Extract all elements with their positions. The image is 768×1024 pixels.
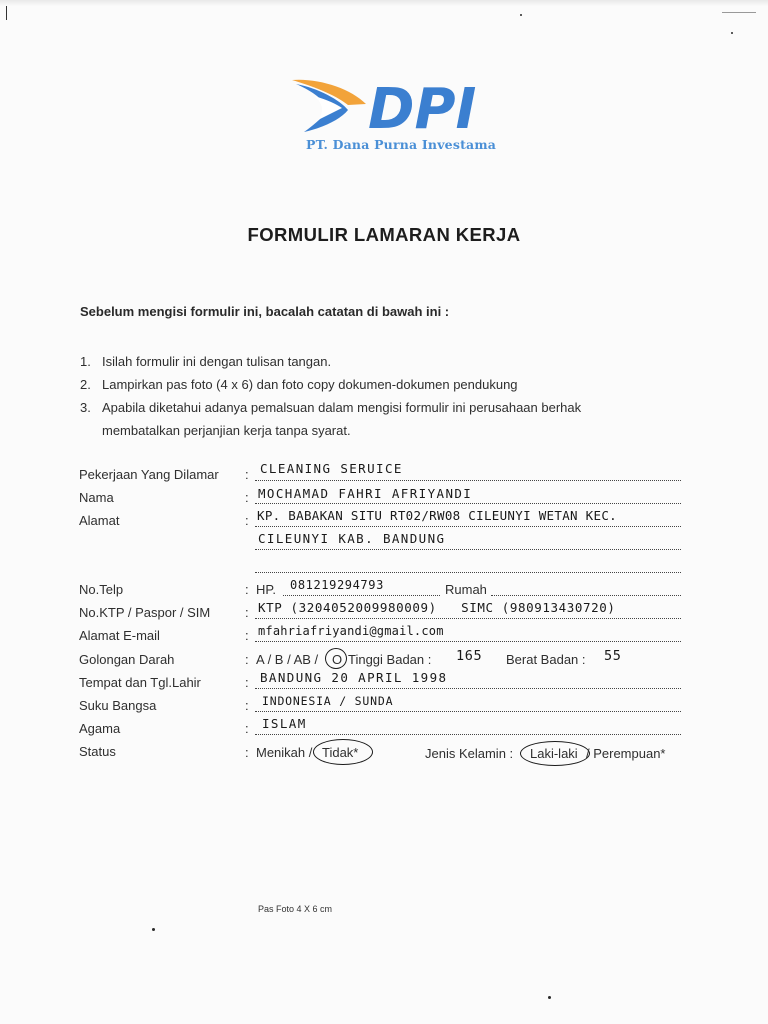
- label-ttl: Tempat dan Tgl.Lahir: [79, 675, 201, 690]
- colon: :: [245, 745, 249, 760]
- note-item: [80, 350, 680, 373]
- label-alamat: Alamat: [79, 513, 120, 528]
- scan-mark: [6, 6, 7, 20]
- fill-line: [255, 734, 681, 735]
- hp-label: HP.: [256, 582, 276, 597]
- value-ttl[interactable]: BANDUNG 20 APRIL 1998: [260, 670, 448, 685]
- fill-line: [255, 641, 681, 642]
- golongan-selected: O: [332, 652, 343, 667]
- berat-label: Berat Badan :: [506, 652, 586, 667]
- label-nama: Nama: [79, 490, 114, 505]
- speck: [520, 14, 522, 16]
- company-name: PT. Dana Purna Investama: [306, 137, 497, 152]
- jk-perempuan: / Perempuan*: [586, 746, 666, 761]
- fill-line: [255, 549, 681, 550]
- dpi-logo-icon: [288, 74, 518, 138]
- value-berat[interactable]: 55: [604, 648, 622, 664]
- note-item: [80, 396, 662, 442]
- value-ktp[interactable]: KTP (3204052009980009) SIMC (980913430720): [258, 600, 616, 615]
- value-email[interactable]: mfahriafriyandi@gmail.com: [258, 624, 444, 638]
- note-text: Isilah formulir ini dengan tulisan tangan.: [102, 354, 332, 369]
- speck: [548, 996, 551, 999]
- selection-circle: [325, 648, 347, 669]
- status-tidak: Tidak*: [322, 745, 359, 760]
- value-hp[interactable]: 081219294793: [290, 578, 384, 592]
- fill-line: [255, 618, 681, 619]
- value-tinggi[interactable]: 165: [456, 648, 483, 664]
- fill-line: [255, 526, 681, 527]
- label-suku: Suku Bangsa: [79, 698, 157, 713]
- value-alamat-line2[interactable]: CILEUNYI KAB. BANDUNG: [258, 531, 446, 546]
- value-pekerjaan[interactable]: CLEANING SERUICE: [260, 461, 403, 476]
- fill-line: [255, 503, 681, 504]
- note-number: 1.: [80, 354, 91, 369]
- fill-line: [283, 595, 440, 596]
- note-number: 2.: [80, 377, 91, 392]
- jk-laki: Laki-laki: [530, 746, 578, 761]
- jenis-kelamin-label: Jenis Kelamin :: [425, 746, 514, 761]
- selection-circle: [520, 741, 590, 766]
- selection-circle: [313, 739, 373, 765]
- colon: :: [245, 490, 249, 505]
- label-email: Alamat E-mail: [79, 628, 160, 643]
- colon: :: [245, 513, 249, 528]
- fill-line: [255, 480, 681, 481]
- label-ktp: No.KTP / Paspor / SIM: [79, 605, 211, 620]
- label-pekerjaan: Pekerjaan Yang Dilamar: [79, 467, 219, 482]
- speck: [152, 928, 155, 931]
- label-telp: No.Telp: [79, 582, 124, 597]
- notes-list: [80, 350, 680, 442]
- colon: :: [245, 721, 249, 736]
- value-alamat-line1[interactable]: KP. BABAKAN SITU RT02/RW08 CILEUNYI WETAN KEC.: [257, 508, 617, 523]
- rumah-label: Rumah: [445, 582, 487, 597]
- form-title: FORMULIR LAMARAN KERJA: [247, 224, 521, 245]
- fill-line: [491, 595, 681, 596]
- note-number: 3.: [80, 400, 91, 415]
- tinggi-label: Tinggi Badan :: [348, 652, 432, 667]
- intro-text: Sebelum mengisi formulir ini, bacalah catatan di bawah ini :: [80, 304, 450, 319]
- colon: :: [245, 605, 249, 620]
- colon: :: [245, 582, 249, 597]
- company-logo: [288, 74, 518, 158]
- label-agama: Agama: [79, 721, 121, 736]
- status-menikah: Menikah /: [256, 745, 313, 760]
- label-status: Status: [79, 744, 116, 759]
- scan-mark: [722, 12, 756, 13]
- colon: :: [245, 675, 249, 690]
- speck: [731, 32, 733, 34]
- note-text: Apabila diketahui adanya pemalsuan dalam mengisi formulir ini perusahaan berhak membatalkan perjanjian kerja tanpa syarat.: [102, 400, 582, 438]
- note-text: Lampirkan pas foto (4 x 6) dan foto copy dokumen-dokumen pendukung: [102, 377, 518, 392]
- page-edge: [0, 0, 768, 6]
- colon: :: [245, 652, 249, 667]
- fill-line: [255, 711, 681, 712]
- value-nama[interactable]: MOCHAMAD FAHRI AFRIYANDI: [258, 486, 473, 501]
- value-suku[interactable]: INDONESIA / SUNDA: [262, 694, 394, 708]
- value-agama[interactable]: ISLAM: [262, 716, 307, 731]
- photo-caption: Pas Foto 4 X 6 cm: [258, 904, 333, 914]
- svg-text:DPI: DPI: [368, 77, 477, 138]
- fill-line: [255, 572, 681, 573]
- golongan-options: A / B / AB /: [256, 652, 319, 667]
- label-golongan: Golongan Darah: [79, 652, 175, 667]
- colon: :: [245, 467, 249, 482]
- fill-line: [255, 688, 681, 689]
- colon: :: [245, 698, 249, 713]
- colon: :: [245, 628, 249, 643]
- note-item: [80, 373, 680, 396]
